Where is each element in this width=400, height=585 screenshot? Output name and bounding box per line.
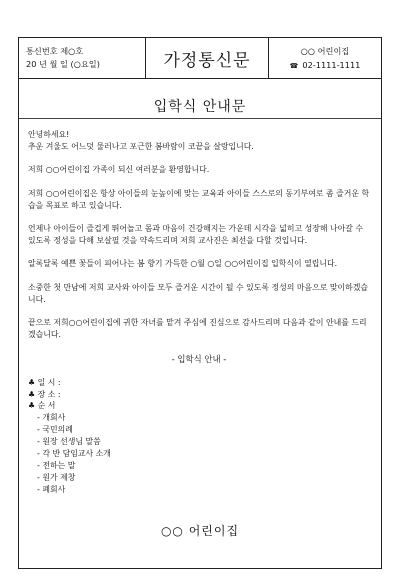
order-item: - 원장 선생님 말씀 (37, 437, 101, 447)
body-paragraph: 언제나 아이들이 즐겁게 뛰어놀고 몸과 마음이 건강해지는 가운데 시각을 넓히고 성장해 나아갈 수 있도록 정성을 다해 보살필 것을 약속드리며 저희 교사진은 최선을 다할 것입니다. (28, 224, 363, 246)
detail-order: ♣ 순 서 (28, 401, 56, 411)
notice-body (28, 129, 370, 496)
footer-signature: ○○ 어린이집 (160, 524, 240, 538)
greeting-paragraph: 추운 겨울도 어느덧 물러나고 포근한 봄바람이 코끝을 살랑입니다. (28, 142, 254, 152)
order-item: - 원가 제창 (37, 472, 76, 482)
document-title: 가정통신문 (145, 38, 269, 78)
order-item: - 국민의례 (37, 425, 73, 435)
header-table (19, 38, 381, 79)
body-paragraph: 끝으로 저희○○어린이집에 귀한 자녀를 맡겨 주심에 진심으로 감사드리며 다음과 같이 안내를 드리겠습니다. (28, 318, 367, 340)
notice-title: 입학식 안내문 (153, 99, 247, 115)
order-item: - 폐회사 (37, 484, 66, 494)
order-item: - 각 반 담임교사 소개 (37, 449, 111, 459)
body-paragraph: 저희 ○○어린이집은 항상 아이들의 눈높이에 맞는 교육과 아이들 스스로의 동기부여로 좀 즐거운 학습을 목표로 하고 있습니다. (28, 188, 370, 210)
body-paragraph: 소중한 첫 만남에 저희 교사와 아이들 모두 즐거운 시간이 될 수 있도록 정성의 마음으로 맞이하겠습니다. (28, 282, 369, 304)
order-item: - 전하는 말 (37, 460, 76, 470)
greeting-line: 안녕하세요! (28, 130, 70, 139)
order-item: - 개회사 (37, 413, 66, 423)
title-divider (19, 118, 381, 119)
body-paragraph: 저희 ○○어린이집 가족이 되신 여러분을 환영합니다. (28, 165, 210, 175)
issue-date: 20 년 월 일 (○요일) (26, 59, 100, 69)
header-left-cell (19, 38, 145, 78)
notice-frame (18, 37, 382, 569)
phone-line (269, 58, 381, 73)
detail-place: ♣ 장 소 : (28, 389, 61, 399)
phone-icon: ☎ (289, 62, 299, 70)
section-title: - 입학식 안내 - (171, 354, 227, 365)
detail-date: ♣ 일 시 : (28, 377, 61, 387)
body-paragraph: 알록달록 예쁜 꽃들이 피어나는 봄 향기 가득한 ○월 ○일 ○○어린이집 입학식이 열립니다. (28, 259, 338, 269)
phone-number: 02-1111-1111 (302, 60, 361, 70)
school-name: ○○ 어린이집 (300, 46, 350, 56)
header-right-cell (269, 38, 381, 78)
issue-number: 통신번호 제○호 (26, 46, 84, 56)
